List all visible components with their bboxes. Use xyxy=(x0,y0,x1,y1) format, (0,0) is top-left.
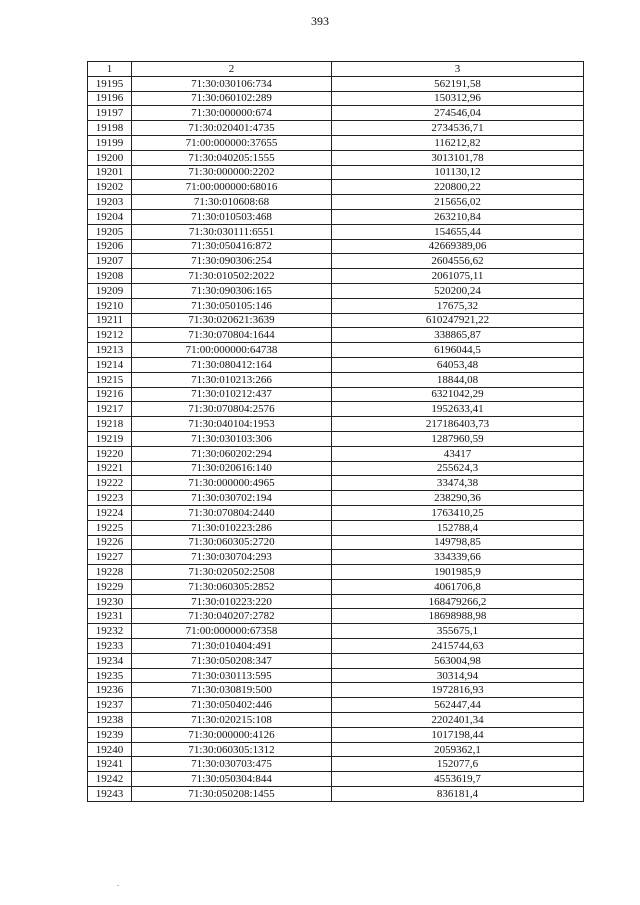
table-row xyxy=(88,491,584,506)
value-cell: 116212,82 xyxy=(332,135,584,150)
cadastral-number-cell: 71:30:030113:595 xyxy=(132,668,332,683)
row-number-cell: 19201 xyxy=(88,165,132,180)
table-row xyxy=(88,372,584,387)
value-cell: 334339,66 xyxy=(332,550,584,565)
table-row xyxy=(88,402,584,417)
table-row xyxy=(88,520,584,535)
value-cell: 215656,02 xyxy=(332,195,584,210)
row-number-cell: 19196 xyxy=(88,91,132,106)
value-cell: 255624,3 xyxy=(332,461,584,476)
cadastral-number-cell: 71:30:010223:286 xyxy=(132,520,332,535)
value-cell: 168479266,2 xyxy=(332,594,584,609)
value-cell: 238290,36 xyxy=(332,491,584,506)
cadastral-number-cell: 71:30:050416:872 xyxy=(132,239,332,254)
cadastral-number-cell: 71:00:000000:37655 xyxy=(132,135,332,150)
table-row xyxy=(88,727,584,742)
table-row xyxy=(88,165,584,180)
table-row xyxy=(88,535,584,550)
value-cell: 33474,38 xyxy=(332,476,584,491)
table-row xyxy=(88,417,584,432)
value-cell: 2734536,71 xyxy=(332,121,584,136)
column-header-3: 3 xyxy=(332,62,584,77)
value-cell: 64053,48 xyxy=(332,357,584,372)
value-cell: 2059362,1 xyxy=(332,742,584,757)
value-cell: 562191,58 xyxy=(332,76,584,91)
row-number-cell: 19204 xyxy=(88,209,132,224)
row-number-cell: 19215 xyxy=(88,372,132,387)
value-cell: 563004,98 xyxy=(332,653,584,668)
table-row xyxy=(88,269,584,284)
value-cell: 355675,1 xyxy=(332,624,584,639)
table-row xyxy=(88,150,584,165)
table-row xyxy=(88,772,584,787)
cadastral-number-cell: 71:30:050208:347 xyxy=(132,653,332,668)
value-cell: 43417 xyxy=(332,446,584,461)
row-number-cell: 19232 xyxy=(88,624,132,639)
column-header-1: 1 xyxy=(88,62,132,77)
row-number-cell: 19231 xyxy=(88,609,132,624)
cadastral-number-cell: 71:30:060102:289 xyxy=(132,91,332,106)
value-cell: 1972816,93 xyxy=(332,683,584,698)
row-number-cell: 19197 xyxy=(88,106,132,121)
cadastral-number-cell: 71:30:000000:4126 xyxy=(132,727,332,742)
table-row xyxy=(88,505,584,520)
scan-speck xyxy=(117,885,119,886)
value-cell: 18844,08 xyxy=(332,372,584,387)
value-cell: 274546,04 xyxy=(332,106,584,121)
cadastral-number-cell: 71:30:070804:2576 xyxy=(132,402,332,417)
table-row xyxy=(88,787,584,802)
row-number-cell: 19213 xyxy=(88,343,132,358)
row-number-cell: 19219 xyxy=(88,431,132,446)
cadastral-number-cell: 71:30:000000:4965 xyxy=(132,476,332,491)
row-number-cell: 19227 xyxy=(88,550,132,565)
table-row xyxy=(88,698,584,713)
row-number-cell: 19237 xyxy=(88,698,132,713)
row-number-cell: 19209 xyxy=(88,283,132,298)
table-row xyxy=(88,713,584,728)
row-number-cell: 19226 xyxy=(88,535,132,550)
cadastral-number-cell: 71:30:030103:306 xyxy=(132,431,332,446)
value-cell: 18698988,98 xyxy=(332,609,584,624)
cadastral-number-cell: 71:30:010212:437 xyxy=(132,387,332,402)
cadastral-number-cell: 71:30:010502:2022 xyxy=(132,269,332,284)
cadastral-number-cell: 71:30:020215:108 xyxy=(132,713,332,728)
cadastral-number-cell: 71:30:030704:293 xyxy=(132,550,332,565)
row-number-cell: 19217 xyxy=(88,402,132,417)
row-number-cell: 19238 xyxy=(88,713,132,728)
table-row xyxy=(88,283,584,298)
table-row xyxy=(88,313,584,328)
table-row xyxy=(88,594,584,609)
row-number-cell: 19240 xyxy=(88,742,132,757)
cadastral-number-cell: 71:30:020502:2508 xyxy=(132,565,332,580)
table-row xyxy=(88,668,584,683)
table-row xyxy=(88,180,584,195)
table-row xyxy=(88,224,584,239)
row-number-cell: 19211 xyxy=(88,313,132,328)
value-cell: 836181,4 xyxy=(332,787,584,802)
cadastral-number-cell: 71:30:000000:674 xyxy=(132,106,332,121)
row-number-cell: 19243 xyxy=(88,787,132,802)
table-row xyxy=(88,446,584,461)
page-number: 393 xyxy=(311,14,329,28)
table-row xyxy=(88,239,584,254)
value-cell: 6321042,29 xyxy=(332,387,584,402)
cadastral-number-cell: 71:30:020401:4735 xyxy=(132,121,332,136)
cadastral-number-cell: 71:30:010608:68 xyxy=(132,195,332,210)
value-cell: 2604556,62 xyxy=(332,254,584,269)
cadastral-number-cell: 71:30:060305:2852 xyxy=(132,579,332,594)
row-number-cell: 19230 xyxy=(88,594,132,609)
table-row xyxy=(88,579,584,594)
value-cell: 1017198,44 xyxy=(332,727,584,742)
cadastral-number-cell: 71:30:050402:446 xyxy=(132,698,332,713)
value-cell: 154655,44 xyxy=(332,224,584,239)
table-row xyxy=(88,757,584,772)
cadastral-number-cell: 71:30:090306:254 xyxy=(132,254,332,269)
table-row xyxy=(88,624,584,639)
row-number-cell: 19236 xyxy=(88,683,132,698)
value-cell: 101130,12 xyxy=(332,165,584,180)
cadastral-number-cell: 71:30:040104:1953 xyxy=(132,417,332,432)
table-row xyxy=(88,653,584,668)
row-number-cell: 19239 xyxy=(88,727,132,742)
cadastral-number-cell: 71:30:090306:165 xyxy=(132,283,332,298)
cadastral-number-cell: 71:30:020621:3639 xyxy=(132,313,332,328)
cadastral-number-cell: 71:30:030819:500 xyxy=(132,683,332,698)
row-number-cell: 19208 xyxy=(88,269,132,284)
row-number-cell: 19198 xyxy=(88,121,132,136)
table-row xyxy=(88,476,584,491)
row-number-cell: 19235 xyxy=(88,668,132,683)
row-number-cell: 19222 xyxy=(88,476,132,491)
row-number-cell: 19200 xyxy=(88,150,132,165)
cadastral-number-cell: 71:30:050304:844 xyxy=(132,772,332,787)
row-number-cell: 19210 xyxy=(88,298,132,313)
row-number-cell: 19214 xyxy=(88,357,132,372)
cadastral-number-cell: 71:30:050105:146 xyxy=(132,298,332,313)
table-row xyxy=(88,328,584,343)
value-cell: 338865,87 xyxy=(332,328,584,343)
column-header-2: 2 xyxy=(132,62,332,77)
cadastral-number-cell: 71:30:040207:2782 xyxy=(132,609,332,624)
row-number-cell: 19199 xyxy=(88,135,132,150)
data-table xyxy=(87,61,584,802)
value-cell: 610247921,22 xyxy=(332,313,584,328)
table-body xyxy=(88,62,584,802)
row-number-cell: 19216 xyxy=(88,387,132,402)
value-cell: 1763410,25 xyxy=(332,505,584,520)
row-number-cell: 19224 xyxy=(88,505,132,520)
cadastral-number-cell: 71:30:080412:164 xyxy=(132,357,332,372)
cadastral-number-cell: 71:00:000000:68016 xyxy=(132,180,332,195)
value-cell: 2202401,34 xyxy=(332,713,584,728)
value-cell: 4553619,7 xyxy=(332,772,584,787)
table-row xyxy=(88,639,584,654)
value-cell: 149798,85 xyxy=(332,535,584,550)
value-cell: 220800,22 xyxy=(332,180,584,195)
row-number-cell: 19225 xyxy=(88,520,132,535)
value-cell: 6196044,5 xyxy=(332,343,584,358)
cadastral-number-cell: 71:30:030703:475 xyxy=(132,757,332,772)
value-cell: 17675,32 xyxy=(332,298,584,313)
row-number-cell: 19221 xyxy=(88,461,132,476)
cadastral-number-cell: 71:30:060202:294 xyxy=(132,446,332,461)
cadastral-number-cell: 71:30:000000:2202 xyxy=(132,165,332,180)
table-row xyxy=(88,431,584,446)
row-number-cell: 19205 xyxy=(88,224,132,239)
value-cell: 150312,96 xyxy=(332,91,584,106)
value-cell: 2061075,11 xyxy=(332,269,584,284)
row-number-cell: 19241 xyxy=(88,757,132,772)
value-cell: 1901985,9 xyxy=(332,565,584,580)
table-row xyxy=(88,609,584,624)
table-row xyxy=(88,343,584,358)
row-number-cell: 19202 xyxy=(88,180,132,195)
cadastral-number-cell: 71:30:010213:266 xyxy=(132,372,332,387)
table-row xyxy=(88,76,584,91)
value-cell: 3013101,78 xyxy=(332,150,584,165)
row-number-cell: 19207 xyxy=(88,254,132,269)
cadastral-number-cell: 71:30:010503:468 xyxy=(132,209,332,224)
table-row xyxy=(88,742,584,757)
value-cell: 217186403,73 xyxy=(332,417,584,432)
cadastral-number-cell: 71:00:000000:67358 xyxy=(132,624,332,639)
row-number-cell: 19212 xyxy=(88,328,132,343)
table-row xyxy=(88,91,584,106)
value-cell: 263210,84 xyxy=(332,209,584,224)
value-cell: 42669389,06 xyxy=(332,239,584,254)
row-number-cell: 19229 xyxy=(88,579,132,594)
cadastral-number-cell: 71:00:000000:64738 xyxy=(132,343,332,358)
row-number-cell: 19206 xyxy=(88,239,132,254)
value-cell: 1952633,41 xyxy=(332,402,584,417)
cadastral-number-cell: 71:30:060305:2720 xyxy=(132,535,332,550)
table-row xyxy=(88,565,584,580)
table-row xyxy=(88,461,584,476)
row-number-cell: 19233 xyxy=(88,639,132,654)
row-number-cell: 19234 xyxy=(88,653,132,668)
table-row xyxy=(88,209,584,224)
cadastral-number-cell: 71:30:060305:1312 xyxy=(132,742,332,757)
value-cell: 1287960,59 xyxy=(332,431,584,446)
value-cell: 152077,6 xyxy=(332,757,584,772)
table-row xyxy=(88,106,584,121)
value-cell: 562447,44 xyxy=(332,698,584,713)
row-number-cell: 19220 xyxy=(88,446,132,461)
cadastral-number-cell: 71:30:050208:1455 xyxy=(132,787,332,802)
cadastral-number-cell: 71:30:070804:1644 xyxy=(132,328,332,343)
row-number-cell: 19223 xyxy=(88,491,132,506)
table-row xyxy=(88,357,584,372)
cadastral-number-cell: 71:30:020616:140 xyxy=(132,461,332,476)
row-number-cell: 19203 xyxy=(88,195,132,210)
table-header-row xyxy=(88,62,584,77)
row-number-cell: 19228 xyxy=(88,565,132,580)
cadastral-number-cell: 71:30:070804:2440 xyxy=(132,505,332,520)
table-row xyxy=(88,550,584,565)
row-number-cell: 19195 xyxy=(88,76,132,91)
cadastral-number-cell: 71:30:030111:6551 xyxy=(132,224,332,239)
cadastral-number-cell: 71:30:030702:194 xyxy=(132,491,332,506)
value-cell: 30314,94 xyxy=(332,668,584,683)
cadastral-number-cell: 71:30:040205:1555 xyxy=(132,150,332,165)
value-cell: 2415744,63 xyxy=(332,639,584,654)
cadastral-number-cell: 71:30:030106:734 xyxy=(132,76,332,91)
value-cell: 4061706,8 xyxy=(332,579,584,594)
row-number-cell: 19218 xyxy=(88,417,132,432)
row-number-cell: 19242 xyxy=(88,772,132,787)
table-row xyxy=(88,254,584,269)
cadastral-number-cell: 71:30:010223:220 xyxy=(132,594,332,609)
table-row xyxy=(88,121,584,136)
table-row xyxy=(88,135,584,150)
cadastral-number-cell: 71:30:010404:491 xyxy=(132,639,332,654)
table-row xyxy=(88,195,584,210)
table-row xyxy=(88,683,584,698)
value-cell: 152788,4 xyxy=(332,520,584,535)
value-cell: 520200,24 xyxy=(332,283,584,298)
table-row xyxy=(88,298,584,313)
table-row xyxy=(88,387,584,402)
